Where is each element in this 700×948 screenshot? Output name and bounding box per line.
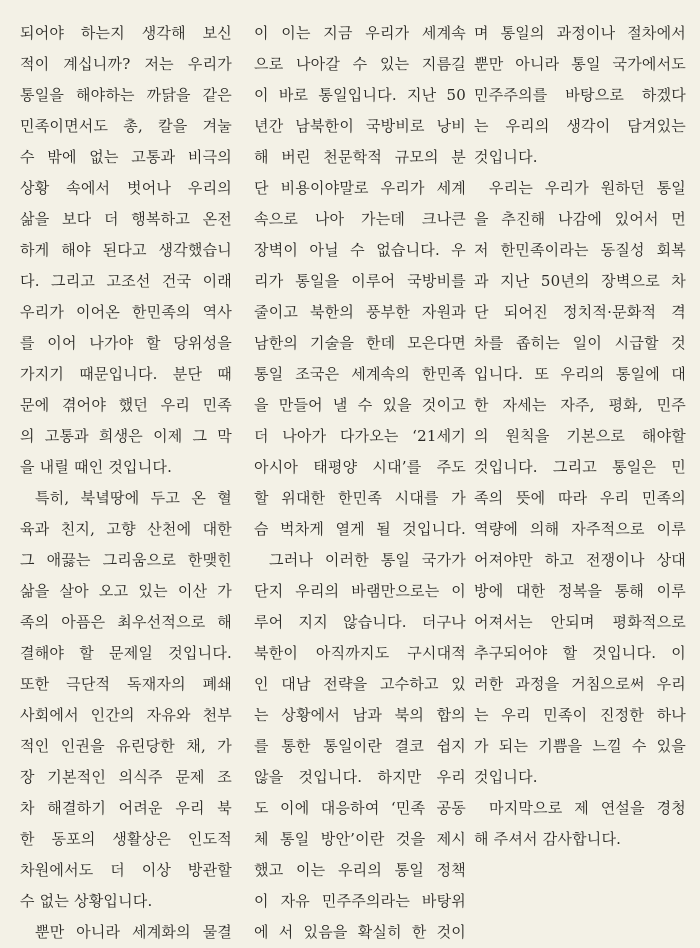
text-line: 저 한민족이라는 동질성 회복 bbox=[474, 241, 686, 259]
text-line: 것입니다. 그리고 통일은 민 bbox=[474, 458, 686, 476]
text-line: 해 버린 천문학적 규모의 분 bbox=[254, 148, 466, 166]
text-line: 육과 친지, 고향 산천에 대한 bbox=[20, 520, 232, 538]
text-line: 할 위대한 한민족 시대를 가 bbox=[254, 489, 466, 507]
text-line: 인 대남 전략을 고수하고 있 bbox=[254, 675, 466, 693]
text-line: 단지 우리의 바램만으로는 이 bbox=[254, 582, 466, 600]
text-line: 더 나아가 다가오는 ‘21세기 bbox=[254, 427, 466, 445]
text-line: 어져서는 안되며 평화적으로 bbox=[474, 613, 686, 631]
text-line: 것입니다. bbox=[474, 768, 538, 786]
text-line: 뿐만 아니라 통일 국가에서도 bbox=[474, 55, 686, 73]
text-line: 했고 이는 우리의 통일 정책 bbox=[254, 861, 466, 879]
text-line: 삶을 살아 오고 있는 이산 가 bbox=[20, 582, 232, 600]
text-line: 민주주의를 바탕으로 하겠다 bbox=[474, 86, 686, 104]
text-line: 그 애끓는 그리움으로 한맺힌 bbox=[20, 551, 232, 569]
text-line: 문에 겪어야 했던 우리 민족 bbox=[20, 396, 232, 414]
text-line: 결해야 할 문제일 것입니다. bbox=[20, 644, 232, 662]
text-line: 족의 아픔은 최우선적으로 해 bbox=[20, 613, 232, 631]
text-line: 우리가 이어온 한민족의 역사 bbox=[20, 303, 232, 321]
text-line: 차 해결하기 어려운 우리 북 bbox=[20, 799, 232, 817]
text-line: 남한의 기술을 한데 모은다면 bbox=[254, 334, 466, 352]
text-line: 우리는 우리가 원하던 통일 bbox=[489, 179, 686, 197]
text-line: 수 밖에 없는 고통과 비극의 bbox=[20, 148, 232, 166]
text-line: 적인 인권을 유린당한 채, 가 bbox=[20, 737, 232, 755]
text-line: 적이 계십니까? 저는 우리가 bbox=[20, 55, 232, 73]
text-line: 북한이 아직까지도 구시대적 bbox=[254, 644, 466, 662]
text-line: 사회에서 인간의 자유와 천부 bbox=[20, 706, 232, 724]
text-line: 입니다. 또 우리의 통일에 대 bbox=[474, 365, 686, 383]
text-line: 특히, 북녘땅에 두고 온 혈 bbox=[35, 489, 232, 507]
text-line: 러한 과정을 거침으로써 우리 bbox=[474, 675, 686, 693]
text-line: 이 이는 지금 우리가 세계속 bbox=[254, 24, 466, 42]
text-line: 뿐만 아니라 세계화의 물결 bbox=[35, 923, 232, 941]
text-line: 루어 지지 않습니다. 더구나 bbox=[254, 613, 466, 631]
text-line: 상황 속에서 벗어나 우리의 bbox=[20, 179, 232, 197]
text-line: 속으로 나아 가는데 크나큰 bbox=[254, 210, 466, 228]
text-line: 방에 대한 정복을 통해 이루 bbox=[474, 582, 686, 600]
text-line: 하게 해야 된다고 생각했습니 bbox=[20, 241, 232, 259]
text-line: 차원에서도 더 이상 방관할 bbox=[20, 861, 232, 879]
text-line: 과 지난 50년의 장벽으로 차 bbox=[474, 272, 686, 290]
text-line: 어져야만 하고 전쟁이나 상대 bbox=[474, 551, 686, 569]
text-line: 는 우리 민족이 진정한 하나 bbox=[474, 706, 686, 724]
text-line: 리가 통일을 이루어 국방비를 bbox=[254, 272, 466, 290]
text-line: 않을 것입니다. 하지만 우리 bbox=[254, 768, 466, 786]
text-line: 차를 좁히는 일이 시급할 것 bbox=[474, 334, 686, 352]
text-line: 되어야 하는지 생각해 보신 bbox=[20, 24, 232, 42]
text-line: 는 우리의 생각이 담겨있는 bbox=[474, 117, 686, 135]
text-line: 이 자유 민주주의라는 바탕위 bbox=[254, 892, 466, 910]
text-line: 의 원칙을 기본으로 해야할 bbox=[474, 427, 686, 445]
text-line: 를 이어 나가야 할 당위성을 bbox=[20, 334, 232, 352]
text-line: 의 고통과 희생은 이제 그 막 bbox=[20, 427, 232, 445]
text-line: 통일을 해야하는 까닭을 같은 bbox=[20, 86, 232, 104]
text-line: 장 기본적인 의식주 문제 조 bbox=[20, 768, 232, 786]
text-line: 통일 조국은 세계속의 한민족 bbox=[254, 365, 466, 383]
text-line: 을 추진해 나감에 있어서 먼 bbox=[474, 210, 686, 228]
text-line: 년간 남북한이 국방비로 낭비 bbox=[254, 117, 466, 135]
text-line: 족의 뜻에 따라 우리 민족의 bbox=[474, 489, 686, 507]
text-column-1 bbox=[20, 18, 232, 948]
text-line: 이 바로 통일입니다. 지난 50 bbox=[254, 86, 466, 104]
text-line: 역량에 의해 자주적으로 이루 bbox=[474, 520, 686, 538]
text-column-2 bbox=[254, 18, 466, 948]
text-line: 추구되어야 할 것입니다. 이 bbox=[474, 644, 686, 662]
text-column-3 bbox=[474, 18, 686, 855]
text-line: 장벽이 아닐 수 없습니다. 우 bbox=[254, 241, 466, 259]
text-line: 으로 나아갈 수 있는 지름길 bbox=[254, 55, 466, 73]
text-line: 가 되는 기쁨을 느낄 수 있을 bbox=[474, 737, 686, 755]
text-line: 을 내릴 때인 것입니다. bbox=[20, 458, 173, 476]
text-line: 민족이면서도 총, 칼을 겨눌 bbox=[20, 117, 232, 135]
text-line: 단 되어진 정치적·문화적 격 bbox=[474, 303, 686, 321]
text-line: 에 서 있음을 확실히 한 것이 bbox=[254, 923, 466, 941]
text-line: 한 자세는 자주, 평화, 민주 bbox=[474, 396, 686, 414]
text-line: 그러나 이러한 통일 국가가 bbox=[269, 551, 466, 569]
text-line: 을 만들어 낼 수 있을 것이고 bbox=[254, 396, 466, 414]
text-line: 를 통한 통일이란 결코 쉽지 bbox=[254, 737, 466, 755]
text-line: 다. 그리고 고조선 건국 이래 bbox=[20, 272, 232, 290]
text-line: 단 비용이야말로 우리가 세계 bbox=[254, 179, 466, 197]
text-line: 아시아 태평양 시대’를 주도 bbox=[254, 458, 466, 476]
text-line: 줄이고 북한의 풍부한 자원과 bbox=[254, 303, 466, 321]
text-line: 것입니다. bbox=[474, 148, 538, 166]
text-line: 수 없는 상황입니다. bbox=[20, 892, 153, 910]
text-line: 며 통일의 과정이나 절차에서 bbox=[474, 24, 686, 42]
text-line: 도 이에 대응하여 ‘민족 공동 bbox=[254, 799, 466, 817]
text-line: 마지막으로 제 연설을 경청 bbox=[489, 799, 686, 817]
text-line: 또한 극단적 독재자의 폐쇄 bbox=[20, 675, 232, 693]
text-line: 는 상황에서 남과 북의 합의 bbox=[254, 706, 466, 724]
text-line: 삶을 보다 더 행복하고 온전 bbox=[20, 210, 232, 228]
text-line: 가지기 때문입니다. 분단 때 bbox=[20, 365, 232, 383]
text-line: 해 주셔서 감사합니다. bbox=[474, 830, 622, 848]
text-line: 한 동포의 생활상은 인도적 bbox=[20, 830, 232, 848]
text-line: 체 통일 방안’이란 것을 제시 bbox=[254, 830, 466, 848]
text-line: 슴 벅차게 열게 될 것입니다. bbox=[254, 520, 466, 538]
